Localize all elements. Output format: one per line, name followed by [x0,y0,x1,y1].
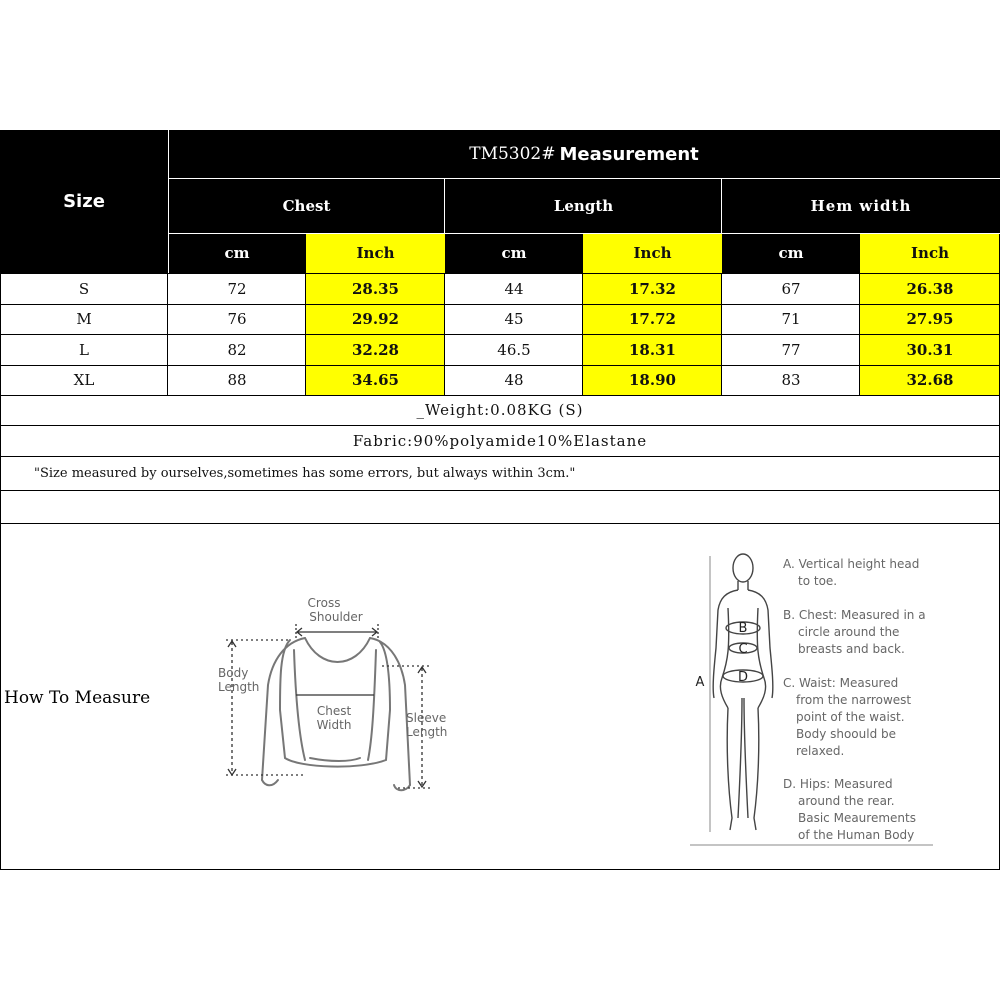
unit-inch-length: Inch [583,233,722,273]
cross-shoulder-label: Cross [307,596,341,610]
body-measure-diagram [688,548,938,848]
group-header-chest: Chest [168,178,445,233]
group-header-hem-width: Hem width [722,178,1000,233]
how-to-measure-label: How To Measure [4,688,151,708]
title-code: TM5302# [469,144,556,164]
note-b: B. Chest: Measured in a [783,608,926,622]
body-length-label-2: Length [218,680,260,694]
unit-inch-chest: Inch [306,233,445,273]
note-c: point of the waist. [796,710,905,724]
cross-shoulder-label-2: Shoulder [309,610,363,624]
value-cell: 83 [722,365,860,395]
marker-a: A [695,675,705,690]
value-cell: 29.92 [306,304,445,334]
value-cell: 28.35 [306,273,445,304]
value-cell: 32.28 [306,334,445,365]
value-cell: 17.72 [583,304,722,334]
note-c: relaxed. [796,744,845,758]
sleeve-length-label: Sleeve [406,711,447,725]
value-cell: 48 [445,365,583,395]
note-c: from the narrowest [796,693,912,707]
value-cell: 72 [168,273,306,304]
value-cell: 45 [445,304,583,334]
weight-row: _Weight:0.08KG (S) [0,395,1000,425]
disclaimer-row: "Size measured by ourselves,sometimes has some errors, but always within 3cm." [0,457,1000,490]
value-cell: 18.31 [583,334,722,365]
note-d: around the rear. [798,794,895,808]
note-a: to toe. [798,574,838,588]
chest-width-label: Chest [316,704,352,718]
value-cell: 88 [168,365,306,395]
value-cell: 27.95 [860,304,1000,334]
value-cell: 77 [722,334,860,365]
note-d: Basic Meaurements [798,811,916,825]
sleeve-length-label-2: Length [406,725,448,739]
size-header: Size [0,130,168,273]
value-cell: 17.32 [583,273,722,304]
value-cell: 32.68 [860,365,1000,395]
value-cell: 26.38 [860,273,1000,304]
marker-c: C [738,642,748,657]
value-cell: 34.65 [306,365,445,395]
note-c: Body shoould be [796,727,897,741]
size-label: S [0,273,168,304]
note-d: D. Hips: Measured [783,777,893,791]
note-c: C. Waist: Measured [783,676,899,690]
unit-cm-hem: cm [722,233,860,273]
value-cell: 67 [722,273,860,304]
size-label: L [0,334,168,365]
value-cell: 46.5 [445,334,583,365]
value-cell: 18.90 [583,365,722,395]
chest-width-label-2: Width [316,718,352,732]
value-cell: 30.31 [860,334,1000,365]
group-header-length: Length [445,178,722,233]
value-cell: 71 [722,304,860,334]
note-b: breasts and back. [798,642,905,656]
note-a: A. Vertical height head [783,557,920,571]
shirt-measure-diagram [210,590,470,805]
note-d: of the Human Body [798,828,915,842]
size-label: XL [0,365,168,395]
table-title [168,130,1000,178]
value-cell: 82 [168,334,306,365]
unit-cm-length: cm [445,233,583,273]
unit-inch-hem: Inch [860,233,1000,273]
marker-d: D [737,670,749,685]
title-word: Measurement [559,143,699,165]
note-b: circle around the [798,625,900,639]
unit-cm-chest: cm [168,233,306,273]
value-cell: 44 [445,273,583,304]
value-cell: 76 [168,304,306,334]
size-label: M [0,304,168,334]
body-length-label: Body [218,666,249,680]
fabric-row: Fabric:90%polyamide10%Elastane [0,426,1000,456]
marker-b: B [738,621,748,636]
